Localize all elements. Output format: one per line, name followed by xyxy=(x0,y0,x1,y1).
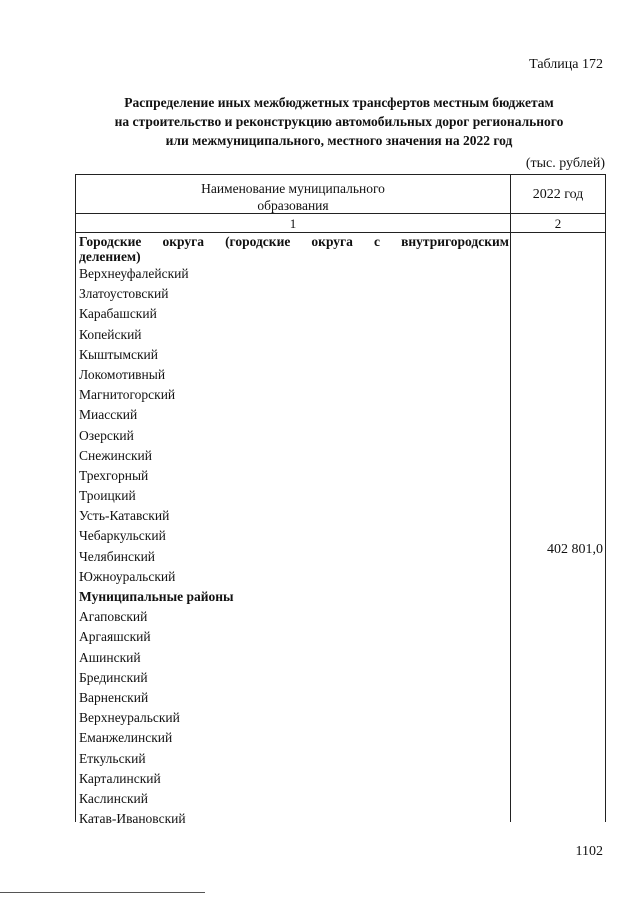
group-header-districts: Муниципальные районы xyxy=(79,589,234,604)
group-word: внутригородским xyxy=(401,234,509,249)
table-row: Копейский xyxy=(79,326,142,342)
units-label: (тыс. рублей) xyxy=(525,156,605,171)
group-header-urban-line1 xyxy=(79,234,509,249)
table-top-border xyxy=(75,174,606,175)
group-word: с xyxy=(374,234,380,249)
table-body xyxy=(79,234,509,829)
table-row: Магнитогорский xyxy=(79,387,176,403)
table-right-border xyxy=(605,174,606,822)
column-header-year: 2022 год xyxy=(532,187,584,202)
table-row: Локомотивный xyxy=(79,366,166,382)
numbers-bottom-border xyxy=(75,232,606,233)
table-row: Южноуральский xyxy=(79,568,176,584)
table-number: Таблица 172 xyxy=(529,57,603,72)
table-row: Варненский xyxy=(79,689,149,705)
table-row: Еманжелинский xyxy=(79,730,173,746)
table-row: Агаповский xyxy=(79,609,148,625)
table-row: Чебаркульский xyxy=(79,528,166,544)
table-row: Карабашский xyxy=(79,306,157,322)
table-row: Верхнеуфалейский xyxy=(79,266,189,281)
table-row: Катав-Ивановский xyxy=(79,811,186,827)
column-divider xyxy=(510,174,511,822)
table-row: Усть-Катавский xyxy=(79,508,170,524)
column-number-1: 1 xyxy=(289,216,297,231)
table-row: Троицкий xyxy=(79,488,136,504)
column-number-2: 2 xyxy=(554,216,562,231)
table-left-border xyxy=(75,174,76,822)
table-row: Челябинский xyxy=(79,548,156,564)
title-line-3: или межмуниципального, местного значения на 2022 год xyxy=(165,133,513,148)
group-word: округа xyxy=(162,234,204,249)
table-row: Верхнеуральский xyxy=(79,710,180,726)
table-row: Еткульский xyxy=(79,750,146,766)
document-title xyxy=(70,93,608,150)
column-header-name-line1: Наименование муниципального xyxy=(201,181,385,196)
table-row: Ашинский xyxy=(79,649,141,665)
group-word: округа xyxy=(311,234,353,249)
table-row: Кыштымский xyxy=(79,346,158,362)
table-row: Каслинский xyxy=(79,790,148,806)
total-amount-2022: 402 801,0 xyxy=(547,542,603,557)
table-row: Озерский xyxy=(79,427,134,443)
title-line-1: Распределение иных межбюджетных трансфертов местным бюджетам xyxy=(124,95,554,110)
table-row: Брединский xyxy=(79,669,148,685)
group-header-urban-line2: делением) xyxy=(79,249,141,264)
table-row: Миасский xyxy=(79,407,138,423)
table-row: Аргаяшский xyxy=(79,629,151,645)
footer-rule xyxy=(0,892,205,893)
table-row: Снежинский xyxy=(79,447,152,463)
group-word: (городские xyxy=(225,234,291,249)
column-header-name xyxy=(76,180,510,214)
title-line-2: на строительство и реконструкцию автомобильных дорог регионального xyxy=(114,114,564,129)
page-number: 1102 xyxy=(575,844,603,859)
column-header-name-line2: образования xyxy=(257,198,329,213)
table-row: Златоустовский xyxy=(79,286,169,302)
group-header-urban xyxy=(79,234,509,264)
group-word: Городские xyxy=(79,234,142,249)
table-row: Трехгорный xyxy=(79,467,149,483)
table-row: Карталинский xyxy=(79,770,161,786)
